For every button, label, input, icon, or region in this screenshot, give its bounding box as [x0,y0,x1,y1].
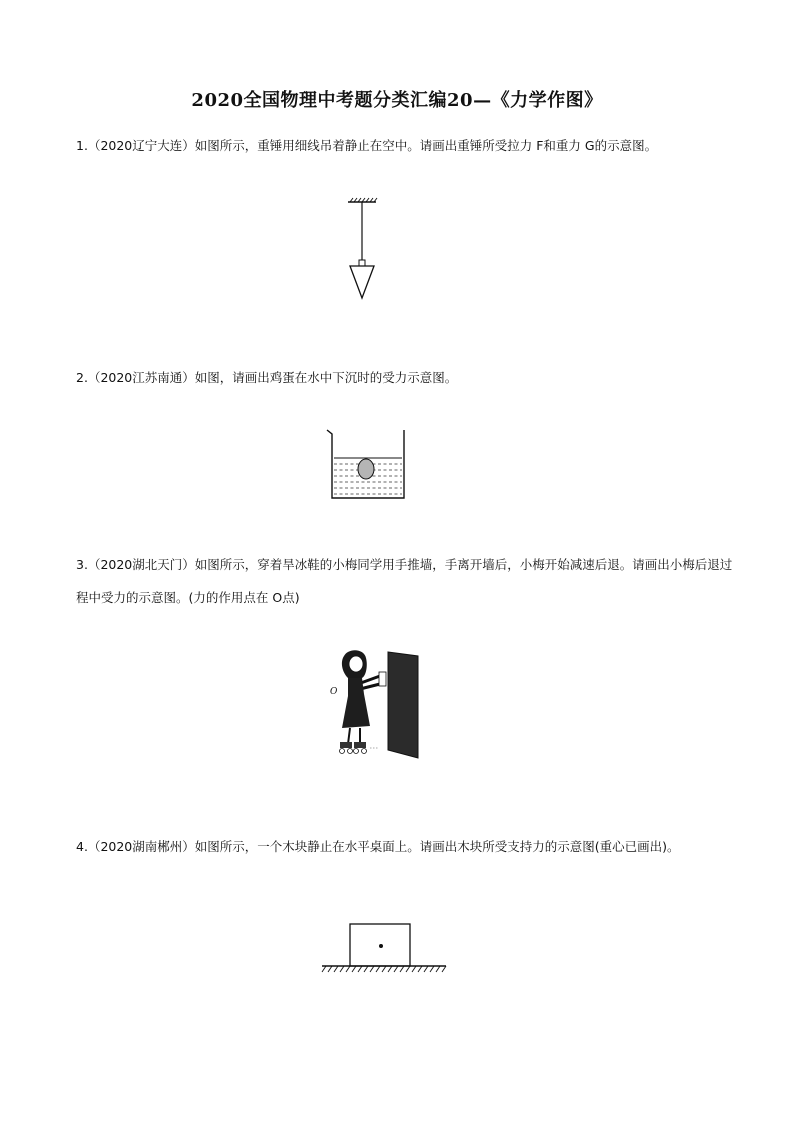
question-number: 2. [76,370,88,385]
question-3 [76,548,736,614]
question-source: （2020江苏南通） [87,370,195,385]
question-source: （2020湖南郴州） [87,839,195,854]
question-1 [76,130,736,162]
figure-hanging-weight [330,192,410,307]
figure-girl-pushing-wall [326,648,426,764]
point-o-label: O [330,687,338,697]
figure-egg-in-beaker [324,424,414,504]
question-2 [76,362,736,394]
question-text: 如图，请画出鸡蛋在水中下沉时的受力示意图。 [194,370,458,385]
question-number: 4. [76,839,88,854]
question-text: 如图所示，重锤用细线吊着静止在空中。请画出重锤所受拉力 F和重力 G的示意图。 [194,138,658,153]
question-text: 如图所示，穿着旱冰鞋的小梅同学用手推墙，手离开墙后，小梅开始减速后退。请画出小梅后退过程中受力的示意图。(力的作用点在 O点) [76,557,733,605]
question-source: （2020湖北天门） [87,557,195,572]
question-source: （2020辽宁大连） [87,138,195,153]
page-title: 2020全国物理中考题分类汇编20—《力学作图》 [191,90,603,111]
question-text: 如图所示，一个木块静止在水平桌面上。请画出木块所受支持力的示意图(重心已画出)。 [194,839,680,854]
figure-block-on-table [318,920,452,980]
question-number: 1. [76,138,88,153]
question-number: 3. [76,557,88,572]
question-4 [76,830,736,863]
